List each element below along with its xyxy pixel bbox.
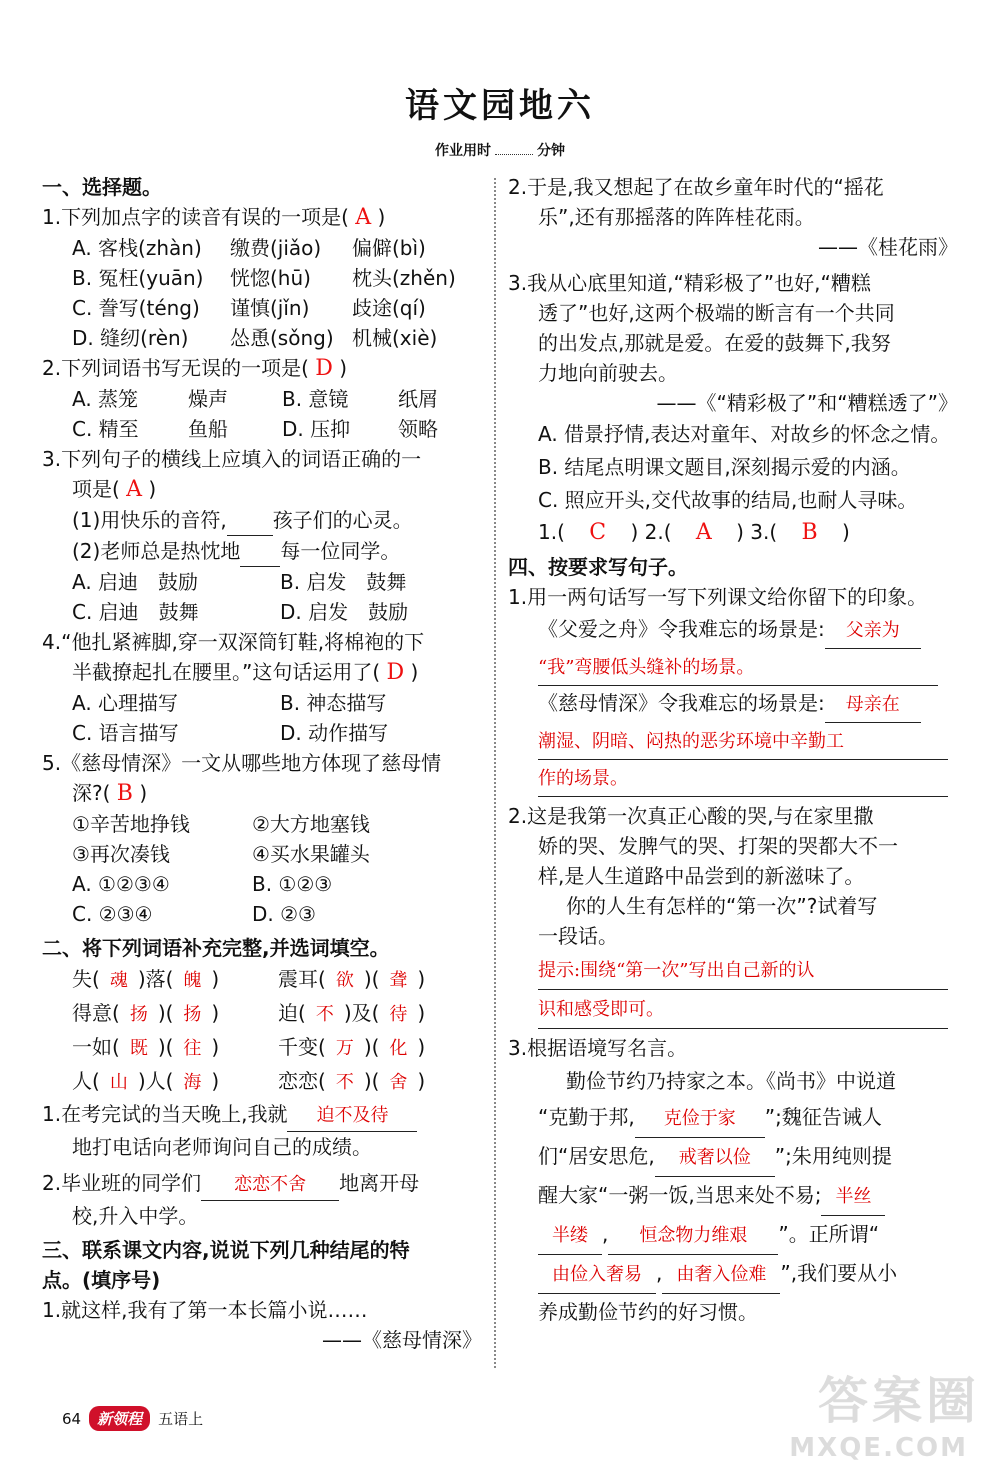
handwritten-answer: 欲 (335, 970, 354, 991)
option-text: 机械(xiè) (352, 326, 438, 350)
answer-mark: A (355, 205, 372, 230)
paren: ) (339, 356, 348, 380)
prompt-text: , (602, 1222, 609, 1246)
s3-passage-3-cont: 的出发点,那就是爱。在爱的鼓舞下,我努 (538, 331, 891, 355)
option-row (42, 263, 482, 293)
idiom-text: 失( (72, 967, 100, 991)
s3-passage-1-source: ——《慈母情深》 (322, 1328, 482, 1352)
section-3-heading-cont: 点。(填序号) (42, 1268, 161, 1292)
handwritten-answer: 扬 (129, 1004, 148, 1025)
s4-q3-line (508, 1216, 958, 1255)
paren: ) (842, 520, 850, 544)
s4-question-2-cont: 娇的哭、发脾气的哭、打架的哭都大不一 (538, 834, 898, 858)
option-text: 歧途(qí) (352, 296, 426, 320)
idiom-text: 千变( (278, 1035, 326, 1059)
option-row (42, 869, 482, 899)
handwritten-answer: 待 (389, 1004, 408, 1025)
sentence-text: 1.在考完试的当天晚上,我就 (42, 1102, 288, 1126)
option-text: B. 神态描写 (280, 691, 387, 715)
s4-q1-a-cont (508, 649, 958, 686)
q4-options (42, 688, 482, 748)
handwritten-answer: 戒奢以俭 (655, 1140, 775, 1177)
s4-q2-answer-cont (508, 990, 958, 1029)
section-3-heading: 三、联系课文内容,说说下列几种结尾的特 (42, 1238, 410, 1262)
handwritten-answer: 由奢入俭难 (662, 1257, 780, 1294)
answer-label: 1.( (538, 520, 565, 544)
prompt-text: 们“居安思危, (538, 1144, 655, 1168)
option-text: 燥声 (188, 387, 228, 411)
option-text: C. 誊写(téng) (72, 296, 200, 320)
option-row (42, 839, 482, 869)
answer-mark: D (386, 660, 405, 685)
s4-q1-a (508, 612, 958, 649)
book-label: 五语上 (158, 1410, 204, 1428)
handwritten-answer: 山 (109, 1072, 128, 1093)
option-text: ②大方地塞钱 (252, 812, 370, 836)
question-4: 4.“他扎紧裤脚,穿一双深筒钉鞋,将棉袍的下 (42, 630, 425, 654)
handwritten-answer: “我”弯腰低头缝补的场景。 (538, 651, 938, 686)
option-text: B. 结尾点明课文题目,深刻揭示爱的内涵。 (538, 455, 911, 479)
s3-answers (508, 517, 958, 548)
option-text: A. 蒸笼 (72, 387, 139, 411)
s4-q3-line (508, 1177, 958, 1216)
option-text: ③再次凑钱 (72, 842, 170, 866)
option-text: ①辛苦地挣钱 (72, 812, 190, 836)
handwritten-answer: 由俭入奢易 (538, 1257, 656, 1294)
sentence-text: (2)老师总是热忱地 (72, 539, 241, 563)
prompt-text: 《慈母情深》令我难忘的场景是: (538, 691, 825, 715)
s4-question-2-prompt-cont: 一段话。 (538, 924, 618, 948)
right-column (508, 172, 958, 1330)
section-2-heading: 二、将下列词语补充完整,并选词填空。 (42, 936, 390, 960)
handwritten-answer: 魂 (109, 970, 128, 991)
question-1 (42, 202, 482, 233)
section-1-heading: 一、选择题。 (42, 175, 162, 199)
idiom-text: ) (417, 967, 426, 991)
blank-line (227, 505, 273, 536)
idiom-grid (42, 963, 482, 1099)
idiom-text: 迫( (278, 1001, 306, 1025)
idiom-text: ) (417, 1035, 426, 1059)
option-text: D. ②③ (252, 902, 316, 926)
idiom-item (278, 1065, 468, 1099)
option-row (42, 414, 482, 444)
idiom-text: )( (363, 967, 380, 991)
option-row (42, 899, 482, 929)
idiom-item (278, 963, 468, 997)
handwritten-answer: 恋恋不舍 (201, 1170, 339, 1201)
option-text: 偏僻(bì) (352, 236, 426, 260)
s3-passage-2: 2.于是,我又想起了在故乡童年时代的“摇花 (508, 175, 884, 199)
sentence-text: (1)用快乐的音符, (72, 508, 227, 532)
option-row (42, 323, 482, 353)
option-text: C. 照应开头,交代故事的结局,也耐人寻味。 (538, 488, 918, 512)
idiom-text: ) (211, 1035, 220, 1059)
option-text: 怂恿(sǒng) (230, 326, 334, 350)
s4-q2-answer (508, 951, 958, 990)
q1-options (42, 233, 482, 353)
prompt-text: ”。正所谓“ (778, 1222, 880, 1246)
s4-q3-line (508, 1255, 958, 1294)
question-4-cont (42, 657, 482, 688)
answer-mark: A (126, 477, 143, 502)
handwritten-answer: 克俭于家 (635, 1101, 765, 1138)
s3-passage-3-source: ——《“精彩极了”和“糟糕透了”》 (656, 391, 958, 415)
option-text: C. 启迪 鼓舞 (72, 600, 199, 624)
prompt-text: “克勤于邦, (538, 1105, 635, 1129)
sentence-text: 地离开母 (339, 1171, 420, 1195)
idiom-text: ) (417, 1069, 426, 1093)
option-text: D. 启发 鼓励 (280, 600, 409, 624)
s4-q1-b-cont (508, 760, 958, 797)
q3-sentence-1 (42, 505, 482, 536)
brand-logo: 新领程 (89, 1406, 150, 1431)
handwritten-answer: 往 (183, 1038, 202, 1059)
prompt-text: ”,我们要从小 (780, 1261, 898, 1285)
handwritten-answer: 化 (389, 1038, 408, 1059)
paren: ) (377, 205, 386, 229)
s4-q1-b (508, 686, 958, 723)
option-text: C. 语言描写 (72, 721, 179, 745)
answer-mark: A (695, 520, 712, 545)
idiom-text: )( (157, 1035, 174, 1059)
answer-mark: D (315, 356, 333, 381)
page-number: 64 (62, 1409, 82, 1428)
handwritten-answer: 聋 (389, 970, 408, 991)
option-row (42, 718, 482, 748)
idiom-text: ) (211, 1069, 220, 1093)
idiom-text: )( (157, 1001, 174, 1025)
answer-label: ) 2.( (630, 520, 672, 544)
left-column (42, 172, 482, 1355)
handwritten-answer: 万 (335, 1038, 354, 1059)
question-text: 2.下列词语书写无误的一项是( (42, 356, 309, 380)
prompt-text: 醒大家“一粥一饭,当思来处不易; (538, 1183, 822, 1207)
option-text: D. 缝纫(rèn) (72, 326, 189, 350)
option-row (42, 233, 482, 263)
handwritten-answer: 迫不及待 (287, 1101, 417, 1132)
handwritten-answer: 提示:围绕“第一次”写出自己新的认 (538, 953, 948, 990)
idiom-text: ) (211, 1001, 220, 1025)
idiom-item (72, 963, 278, 997)
option-text: D. 动作描写 (280, 721, 389, 745)
handwritten-answer: 父亲为 (825, 614, 921, 649)
option-row (42, 567, 482, 597)
homework-time (0, 140, 1000, 160)
prompt-text: , (656, 1261, 663, 1285)
idiom-item (278, 997, 468, 1031)
option-text: A. 客栈(zhàn) (72, 236, 202, 260)
q2-options (42, 384, 482, 444)
sentence-text: 2.毕业班的同学们 (42, 1171, 202, 1195)
s4-q3-line (508, 1099, 958, 1138)
question-3-cont (42, 474, 482, 505)
option-row (42, 293, 482, 323)
paren: ) (139, 781, 148, 805)
s4-question-1: 1.用一两句话写一写下列课文给你留下的印象。 (508, 585, 928, 609)
option-text: 鱼船 (188, 417, 228, 441)
idiom-text: ) (417, 1001, 426, 1025)
paren: ) (148, 477, 157, 501)
question-2 (42, 353, 482, 384)
handwritten-answer: 不 (335, 1072, 354, 1093)
idiom-text: 一如( (72, 1035, 120, 1059)
option-text: B. ①②③ (252, 872, 333, 896)
idiom-row (42, 1065, 482, 1099)
s2-sentence-2-cont: 校,升入中学。 (72, 1204, 199, 1228)
option-text: 缴费(jiǎo) (230, 236, 322, 260)
option-text: B. 冤枉(yuān) (72, 266, 204, 290)
handwritten-answer: 既 (129, 1038, 148, 1059)
handwritten-answer: 舍 (389, 1072, 408, 1093)
minutes-label: 分钟 (537, 143, 565, 159)
idiom-text: 得意( (72, 1001, 120, 1025)
handwritten-answer: 恒念物力维艰 (608, 1218, 778, 1255)
option-text: 纸屑 (398, 387, 438, 411)
question-text: 深?( (72, 781, 111, 805)
option-text: C. ②③④ (72, 902, 153, 926)
watermark-text: 答案圈 (818, 1372, 980, 1430)
handwritten-answer: 不 (315, 1004, 334, 1025)
idiom-text: 恋恋( (278, 1069, 326, 1093)
question-5: 5.《慈母情深》一文从哪些地方体现了慈母情 (42, 751, 442, 775)
option-text: C. 精至 (72, 417, 139, 441)
idiom-row (42, 1031, 482, 1065)
time-blank (495, 154, 533, 155)
question-text: 半截撩起扎在腰里。”这句话运用了( (72, 660, 381, 684)
watermark (789, 1369, 990, 1469)
answer-mark: B (801, 520, 818, 545)
option-text: 恍惚(hū) (230, 266, 311, 290)
idiom-text: )及( (343, 1001, 380, 1025)
idiom-text: )落( (137, 967, 174, 991)
option-text: ④买水果罐头 (252, 842, 370, 866)
idiom-text: )( (363, 1035, 380, 1059)
question-5-cont (42, 778, 482, 809)
handwritten-answer: 半缕 (538, 1218, 602, 1255)
idiom-text: 人( (72, 1069, 100, 1093)
answer-mark: B (116, 781, 133, 806)
option-text: A. 心理描写 (72, 691, 179, 715)
option-text: A. ①②③④ (72, 872, 170, 896)
option-text: 领略 (398, 417, 438, 441)
s3-passage-1: 1.就这样,我有了第一本长篇小说…… (42, 1298, 368, 1322)
handwritten-answer: 识和感受即可。 (538, 992, 948, 1029)
idiom-text: ) (211, 967, 220, 991)
sentence-text: 孩子们的心灵。 (272, 508, 413, 532)
page-footer (62, 1406, 203, 1431)
option-row (42, 809, 482, 839)
sentence-text: 每一位同学。 (280, 539, 401, 563)
question-text: 项是( (72, 477, 120, 501)
s2-sentence-2 (42, 1168, 482, 1201)
idiom-item (72, 997, 278, 1031)
prompt-text: ”;魏征告诫人 (764, 1105, 882, 1129)
s3-passage-3: 3.我从心底里知道,“精彩极了”也好,“糟糕 (508, 271, 871, 295)
handwritten-answer: 潮湿、阴暗、闷热的恶劣环境中辛勤工 (538, 725, 948, 760)
handwritten-answer: 魄 (183, 970, 202, 991)
q3-sentence-2 (42, 536, 482, 567)
option-text: B. 启发 鼓舞 (280, 570, 407, 594)
option-row (42, 597, 482, 627)
idiom-text: )( (363, 1069, 380, 1093)
idiom-text: )人( (137, 1069, 174, 1093)
option-text: 谨慎(jǐn) (230, 296, 310, 320)
option-text: D. 压抑 (282, 417, 351, 441)
s4-q3-line (508, 1138, 958, 1177)
idiom-row (42, 997, 482, 1031)
q3-options (42, 567, 482, 627)
handwritten-answer: 母亲在 (825, 688, 921, 723)
option-text: A. 借景抒情,表达对童年、对故乡的怀念之情。 (538, 422, 951, 446)
idiom-text: 震耳( (278, 967, 326, 991)
question-text: 1.下列加点字的读音有误的一项是( (42, 205, 349, 229)
option-row (42, 688, 482, 718)
s2-sentence-1-cont: 地打电话向老师询问自己的成绩。 (72, 1135, 372, 1159)
s4-question-2: 2.这是我第一次真正心酸的哭,与在家里撒 (508, 804, 874, 828)
idiom-item (72, 1065, 278, 1099)
answer-label: ) 3.( (736, 520, 778, 544)
handwritten-answer: 扬 (183, 1004, 202, 1025)
s4-question-2-prompt: 你的人生有怎样的“第一次”?试着写 (566, 894, 878, 918)
question-3: 3.下列句子的横线上应填入的词语正确的一 (42, 447, 422, 471)
watermark-url: MXQE.COM (789, 1433, 968, 1463)
s3-passage-3-cont: 力地向前驶去。 (538, 361, 678, 385)
handwritten-answer: 半丝 (821, 1179, 885, 1216)
idiom-row (42, 963, 482, 997)
prompt-text: ”;朱用纯则提 (774, 1144, 892, 1168)
answer-mark: C (589, 520, 607, 545)
handwritten-answer: 海 (183, 1072, 202, 1093)
handwritten-answer: 作的场景。 (538, 762, 948, 797)
s4-q3-line: 勤俭节约乃持家之本。《尚书》中说道 (566, 1069, 896, 1093)
q5-options (42, 809, 482, 929)
column-divider (494, 178, 496, 1368)
s2-sentence-1 (42, 1099, 482, 1132)
blank-line (240, 536, 280, 567)
s3-options (508, 418, 958, 517)
paren: ) (410, 660, 419, 684)
option-row (42, 384, 482, 414)
option-text: A. 启迪 鼓励 (72, 570, 199, 594)
s3-passage-3-cont: 透了”也好,这两个极端的断言有一个共同 (538, 301, 895, 325)
s4-q3-line: 养成勤俭节约的好习惯。 (538, 1300, 758, 1324)
option-text: 枕头(zhěn) (352, 266, 456, 290)
s4-q1-b-cont (508, 723, 958, 760)
section-4-heading: 四、按要求写句子。 (508, 555, 688, 579)
time-label: 作业用时 (435, 143, 491, 159)
prompt-text: 《父爱之舟》令我难忘的场景是: (538, 617, 825, 641)
s3-passage-2-cont: 乐”,还有那摇落的阵阵桂花雨。 (538, 205, 815, 229)
s4-question-3: 3.根据语境写名言。 (508, 1036, 688, 1060)
page-title: 语文园地六 (405, 86, 595, 126)
idiom-item (278, 1031, 468, 1065)
s4-question-2-cont: 样,是人生道路中品尝到的新滋味了。 (538, 864, 865, 888)
option-text: B. 意镜 (282, 387, 349, 411)
idiom-item (72, 1031, 278, 1065)
s3-passage-2-source: ——《桂花雨》 (818, 235, 958, 259)
